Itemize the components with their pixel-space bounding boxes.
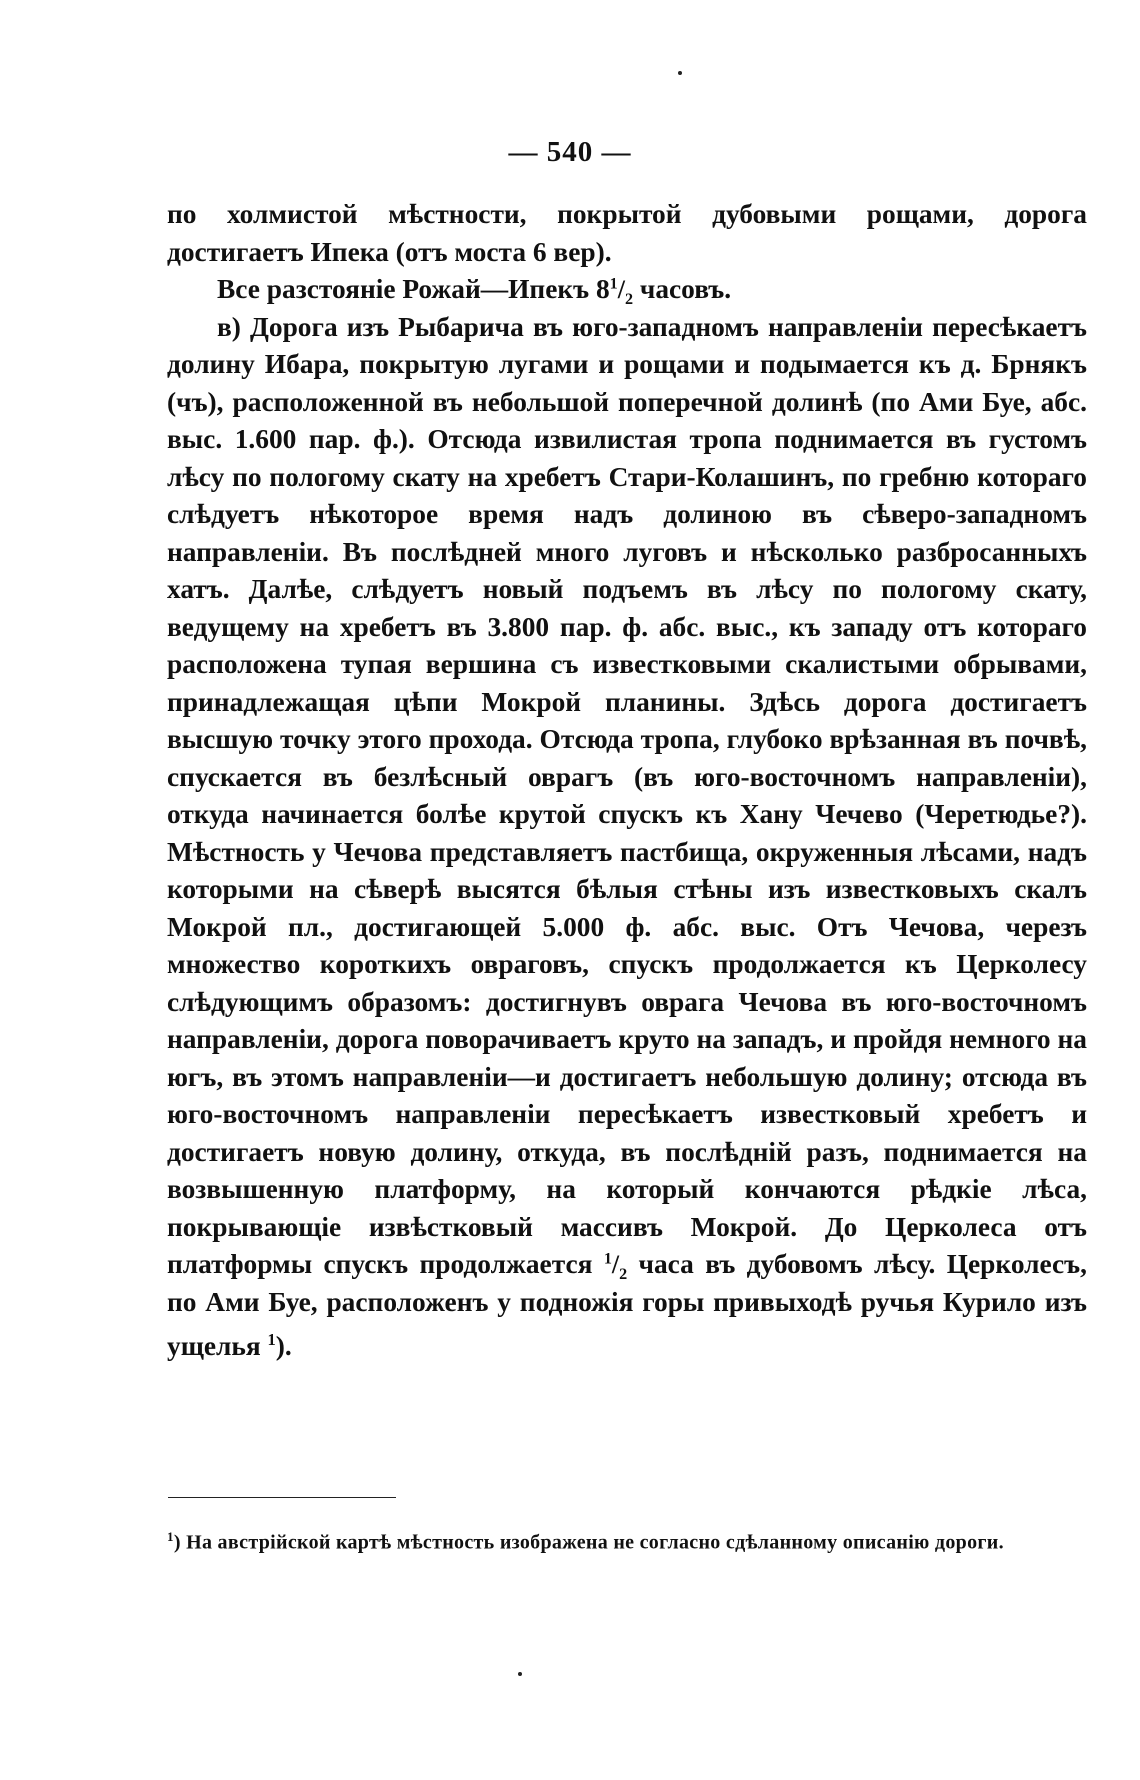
paragraph-text: ). xyxy=(275,1331,292,1362)
footnote-marker: 1 xyxy=(167,1529,174,1544)
fraction-numerator: 1 xyxy=(603,1250,612,1268)
fraction-numerator: 1 xyxy=(609,275,618,293)
page-speck xyxy=(518,1672,522,1676)
paragraph xyxy=(167,309,1087,1366)
paragraph: по холмистой мѣстности, покрытой дубовыми рощами, дорога достигаетъ Ипека (отъ моста 6 вер). xyxy=(167,199,1087,267)
fraction: $^1/_2$ xyxy=(609,275,634,309)
footnote xyxy=(167,1520,1087,1560)
page-number: — 540 — xyxy=(508,136,632,168)
fraction: $^1/_2$ xyxy=(603,1250,628,1284)
page-speck xyxy=(678,71,682,75)
fraction-denominator: 2 xyxy=(624,291,634,309)
footnote-reference[interactable]: 1 xyxy=(267,1330,276,1349)
footnote-marker-suffix: ) xyxy=(173,1531,181,1554)
paragraph-text: часовъ. xyxy=(633,274,732,304)
paragraph-text: в) Дорога изъ Рыбарича въ юго-западномъ направленіи пересѣкаетъ долину Ибара, покрытую лугами и рощами и подымается къ д. Брнякъ (чъ), расположенной въ небольшой поперечной долинѣ (по Ами Буе, абс. выс. 1.600 пар. ф.). Отсюда извилистая тропа поднимается въ густомъ лѣсу по пологому скату на хребетъ Стари-Колашинъ, по гребню котораго слѣдуетъ нѣкоторое время надъ долиною въ сѣверо-западномъ направленіи. Въ послѣдней много луговъ и нѣсколько разбросанныхъ хатъ. Далѣе, слѣдуетъ новый подъемъ въ лѣсу по пологому скату, ведущему на хребетъ въ 3.800 пар. ф. абс. выс., къ западу отъ котораго расположена тупая вершина съ известковыми скалистыми обрывами, принадлежащая цѣпи Мокрой планины. Здѣсь дорога достигаетъ высшую точку этого прохода. Отсюда тропа, глубоко врѣзанная въ почвѣ, спускается въ безлѣсный оврагъ (въ юго-восточномъ направленіи), откуда начинается болѣе крутой спускъ къ Хану Чечево (Черетюдье?). Мѣстность у Чечова представляетъ пастбища, окруженныя лѣсами, надъ которыми на сѣверѣ высятся бѣлыя стѣны изъ известковыхъ скалъ Мокрой пл., достигающей 5.000 ф. абс. выс. Отъ Чечова, черезъ множество короткихъ овраговъ, спускъ продолжается къ Церколесу слѣдующимъ образомъ: достигнувъ оврага Чечова въ юго-восточномъ направленіи, дорога поворачиваетъ круто на западъ, и пройдя немного на югъ, въ этомъ направленіи—и достигаетъ небольшую долину; отсюда въ юго-восточномъ направленіи пересѣкаетъ известковый хребетъ и достигаетъ новую долину, откуда, въ послѣдній разъ, поднимается на возвышенную платформу, на который кончаются рѣдкіе лѣса, покрывающіе извѣстковый массивъ Мокрой. До Церколеса отъ платформы спускъ продолжается xyxy=(167,311,1087,1279)
footnote-text: На австрійской картѣ мѣстность изображена не согласно сдѣланному описанію дороги. xyxy=(180,1531,1004,1554)
paragraph-text: Все разстояніе Рожай—Ипекъ 8 xyxy=(217,274,610,304)
paragraph-text: часа въ дубовомъ лѣсу. Церколесъ, по Ами Буе, расположенъ у подножія горы привыходѣ ручья Курило изъ ущелья xyxy=(167,1249,1087,1362)
body-text xyxy=(167,196,1087,1366)
paragraph xyxy=(167,271,1087,309)
footnote-divider xyxy=(168,1497,396,1498)
footnote-paragraph xyxy=(167,1520,1087,1560)
fraction-denominator: 2 xyxy=(619,1266,628,1284)
